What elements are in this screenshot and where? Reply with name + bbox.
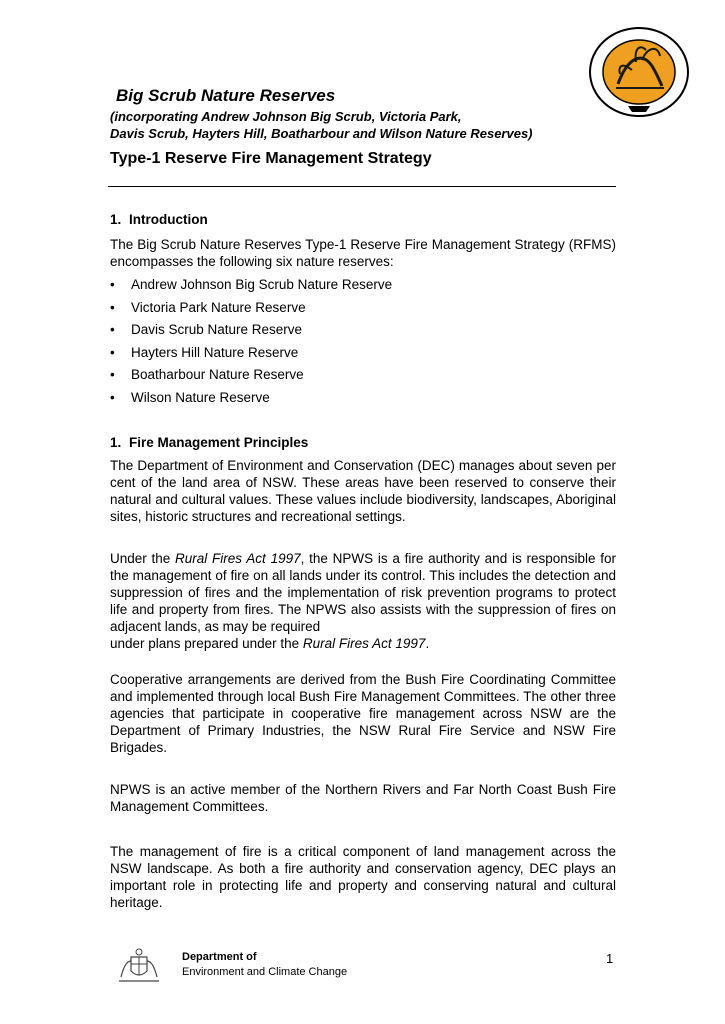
list-item: • Boatharbour Nature Reserve [110,365,392,388]
footer-department-line-1: Department of [182,951,257,963]
paragraph-text: . [425,636,430,651]
intro-heading-text: Introduction [129,212,208,227]
principles-paragraph-3: Cooperative arrangements are derived from the Bush Fire Coordinating Committee and implemented through local Bush Fire Management Committees. The other three agencies that participate in cooperative fire management across NSW are the Department of Primary Industries, the NSW Rural Fire Service and NSW Fire Brigades. [110,672,616,755]
act-name: Rural Fires Act 1997 [175,551,301,566]
footer-department-line-2: Environment and Climate Change [182,966,348,978]
list-item: • Davis Scrub Nature Reserve [110,320,392,343]
principles-paragraph-1: The Department of Environment and Conservation (DEC) manages about seven per cent of the land area of NSW. These areas have been reserved to conserve their natural and cultural values. These values include biodiversity, landscapes, Aboriginal sites, historic structures and recreational settings. [110,458,616,524]
list-item: • Hayters Hill Nature Reserve [110,343,392,366]
intro-heading [110,212,208,227]
principles-heading-number: 1. [110,435,122,450]
title-divider [108,186,616,187]
list-item: • Andrew Johnson Big Scrub Nature Reserve [110,275,392,298]
npws-logo-icon [588,26,690,118]
paragraph-text: Under the [110,551,176,566]
nsw-crest-icon [117,947,161,985]
principles-paragraph-5: The management of fire is a critical component of land management across the NSW landscape. As both a fire authority and conservation agency, DEC plays an important role in protecting life and property and conserving natural and cultural heritage. [110,844,616,910]
principles-heading [110,435,308,450]
reserve-list [110,275,392,411]
intro-paragraph: The Big Scrub Nature Reserves Type-1 Reserve Fire Management Strategy (RFMS) encompasses the following six nature reserves: [110,237,616,269]
list-item: • Wilson Nature Reserve [110,388,392,411]
subtitle-line-1: (incorporating Andrew Johnson Big Scrub, Victoria Park, [110,109,462,124]
intro-heading-number: 1. [110,212,122,227]
document-title: Type-1 Reserve Fire Management Strategy [110,150,432,167]
principles-paragraph-2 [110,550,616,635]
page-number: 1 [606,951,614,966]
list-item: • Victoria Park Nature Reserve [110,298,392,321]
principles-heading-text: Fire Management Principles [129,435,309,450]
paragraph-text: , the NPWS is a fire authority and is responsible for the management of fire on all lands under its control. This includes the detection and suppression of fires and the implementation of risk prevention programs to protect life and property from fires. The NPWS also assists with the suppression of fires on adjacent lands, as may be required [110,551,616,634]
principles-paragraph-2-last-line [110,635,616,652]
paragraph-text: under plans prepared under the [110,636,303,651]
act-name: Rural Fires Act 1997 [302,636,426,651]
reserve-title: Big Scrub Nature Reserves [116,86,336,105]
subtitle-line-2: Davis Scrub, Hayters Hill, Boatharbour and Wilson Nature Reserves) [110,126,533,141]
principles-paragraph-4: NPWS is an active member of the Northern Rivers and Far North Coast Bush Fire Management Committees. [110,782,616,814]
